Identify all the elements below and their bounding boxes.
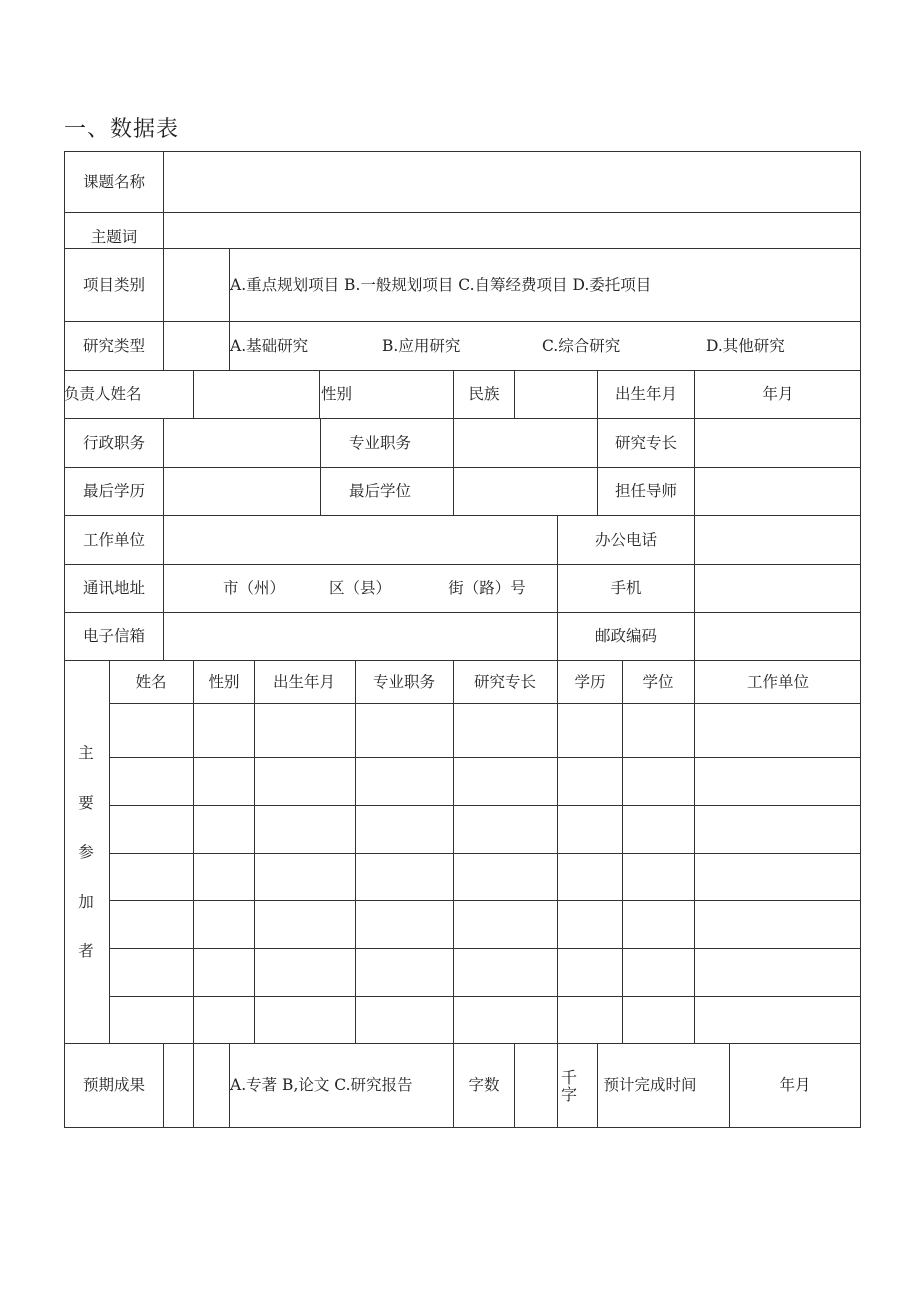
col-header-prof-post: 专业职务: [372, 673, 436, 691]
leader-name-label: 负责人姓名: [64, 385, 142, 403]
address-label: 通讯地址: [82, 579, 146, 597]
completion-time-label: 预计完成时间: [603, 1076, 697, 1094]
v-rule: [514, 1043, 515, 1127]
v-rule: [694, 515, 695, 1043]
research-type-label: 研究类型: [82, 337, 146, 355]
data-form-table: [64, 151, 861, 1128]
prof-post-label: 专业职务: [348, 434, 412, 452]
expected-results-label: 预期成果: [82, 1076, 146, 1094]
research-type-option-d: D.其他研究: [706, 337, 785, 355]
h-rule: [64, 212, 861, 213]
v-rule: [597, 418, 598, 515]
keywords-label: 主题词: [90, 228, 138, 246]
v-rule: [163, 1043, 164, 1127]
v-rule: [557, 1043, 558, 1127]
col-header-name: 姓名: [135, 673, 167, 691]
h-rule: [109, 805, 861, 806]
h-rule: [64, 515, 861, 516]
side-char: 加: [78, 892, 94, 911]
postcode-label: 邮政编码: [594, 627, 658, 645]
col-header-degree: 学位: [642, 673, 674, 691]
completion-time-value: 年月: [779, 1076, 811, 1094]
office-phone-label: 办公电话: [594, 531, 658, 549]
word-count-unit: [559, 1069, 579, 1103]
h-rule: [64, 418, 861, 419]
v-rule: [557, 660, 558, 1043]
v-rule: [597, 1043, 598, 1127]
v-rule: [163, 151, 164, 370]
specialty-label: 研究专长: [614, 434, 678, 452]
side-char: 主: [78, 744, 94, 762]
address-city: 市（州）: [222, 579, 286, 597]
v-rule: [64, 151, 65, 1128]
side-char: 者: [78, 942, 94, 960]
side-char: 要: [78, 793, 94, 812]
v-rule: [319, 370, 320, 418]
h-rule: [64, 564, 861, 565]
col-header-education: 学历: [574, 673, 606, 691]
v-rule: [163, 418, 164, 660]
h-rule: [109, 996, 861, 997]
research-type-option-a: A.基础研究: [230, 337, 309, 355]
h-rule: [64, 151, 861, 152]
h-rule: [64, 248, 861, 249]
topic-name-label: 课题名称: [82, 173, 146, 191]
page-title: 一、数据表: [64, 117, 180, 142]
v-rule: [453, 418, 454, 515]
h-rule: [109, 948, 861, 949]
address-district: 区（县）: [328, 579, 392, 597]
expected-results-options: A.专著 B,论文 C.研究报告: [230, 1076, 413, 1094]
email-label: 电子信箱: [82, 627, 146, 645]
v-rule: [193, 660, 194, 1043]
v-rule: [729, 1043, 730, 1127]
col-header-gender: 性别: [208, 673, 240, 691]
unit-char: 字: [560, 1085, 577, 1104]
ethnicity-label: 民族: [468, 385, 500, 403]
last-degree-label: 最后学位: [348, 482, 412, 500]
h-rule: [64, 660, 861, 661]
v-rule: [254, 660, 255, 1043]
h-rule: [109, 853, 861, 854]
v-rule: [557, 515, 558, 660]
v-rule: [860, 151, 861, 1128]
v-rule: [109, 660, 110, 1043]
h-rule: [109, 900, 861, 901]
v-rule: [355, 660, 356, 1043]
research-type-option-b: B.应用研究: [382, 337, 461, 355]
v-rule: [514, 370, 515, 418]
v-rule: [320, 418, 321, 515]
h-rule: [64, 321, 861, 322]
word-count-label: 字数: [468, 1076, 500, 1094]
research-type-option-c: C.综合研究: [542, 337, 621, 355]
h-rule: [64, 612, 861, 613]
unit-char: 千: [560, 1068, 577, 1087]
col-header-birth: 出生年月: [272, 673, 336, 691]
h-rule: [109, 703, 861, 704]
workplace-label: 工作单位: [82, 531, 146, 549]
last-education-label: 最后学历: [82, 482, 146, 500]
h-rule: [64, 1043, 861, 1044]
h-rule: [64, 467, 861, 468]
v-rule: [597, 370, 598, 418]
h-rule: [64, 1127, 861, 1128]
v-rule: [622, 660, 623, 1043]
col-header-workplace: 工作单位: [746, 673, 810, 691]
h-rule: [64, 370, 861, 371]
v-rule: [453, 1043, 454, 1127]
project-category-label: 项目类别: [82, 276, 146, 294]
mobile-label: 手机: [610, 579, 642, 597]
birth-date-value: 年月: [762, 385, 794, 403]
v-rule: [193, 370, 194, 418]
h-rule: [109, 757, 861, 758]
v-rule: [193, 1043, 194, 1127]
col-header-specialty: 研究专长: [473, 673, 537, 691]
participants-side-label: [78, 729, 94, 977]
supervisor-label: 担任导师: [614, 482, 678, 500]
side-char: 参: [78, 843, 94, 861]
project-category-options: A.重点规划项目 B.一般规划项目 C.自筹经费项目 D.委托项目: [230, 276, 652, 294]
address-street: 街（路）号: [448, 579, 526, 597]
birth-date-label: 出生年月: [614, 385, 678, 403]
admin-post-label: 行政职务: [82, 434, 146, 452]
v-rule: [453, 660, 454, 1043]
v-rule: [453, 370, 454, 418]
gender-label: 性别: [321, 385, 353, 403]
